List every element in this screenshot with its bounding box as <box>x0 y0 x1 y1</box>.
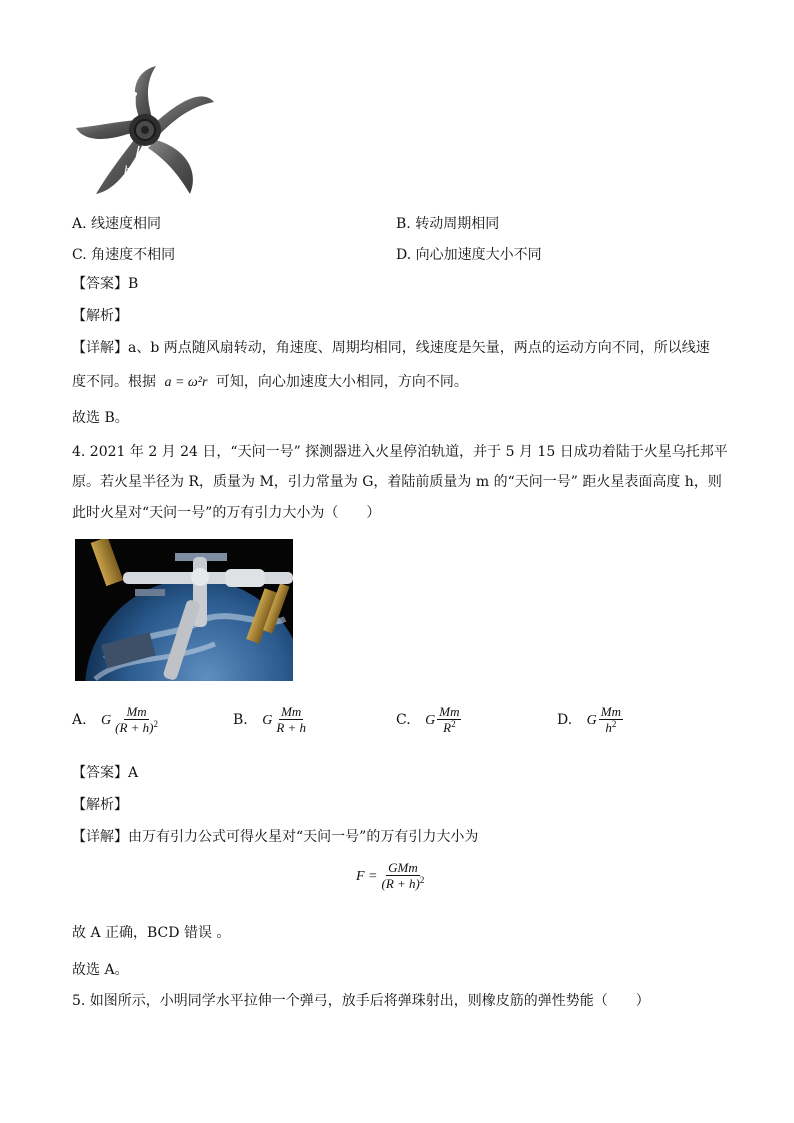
q4-option-d-exp: 2 <box>611 719 617 729</box>
q4-equation-lhs: F = <box>356 869 378 884</box>
q4-option-d-den <box>603 720 618 736</box>
space-station-figure <box>75 539 293 681</box>
q4-conclusion: 故选 A。 <box>72 962 129 978</box>
q4-line3: 此时火星对“天问一号”的万有引力大小为（ ） <box>72 505 381 521</box>
q4-option-b-label: B. <box>233 712 248 728</box>
q3-option-c[interactable]: C. 角速度不相同 <box>72 247 176 263</box>
fan-label-a: a <box>127 78 134 93</box>
q4-equation-den-text: (R + h) <box>381 876 420 891</box>
q4-correct: 故 A 正确，BCD 错误 。 <box>72 925 231 941</box>
q5-line1: 5. 如图所示，小明同学水平拉伸一个弹弓，放手后将弹珠射出，则橡皮筋的弹性势能（ ） <box>72 993 650 1009</box>
q4-option-a-num: Mm <box>126 704 147 719</box>
q4-option-d-g: G <box>586 713 597 728</box>
q3-conclusion: 故选 B。 <box>72 410 129 426</box>
q3-detail-prefix: 【详解】 <box>72 340 128 356</box>
fan-figure <box>72 62 218 200</box>
q4-option-d-num: Mm <box>600 704 621 719</box>
q4-option-a-label: A. <box>72 712 87 728</box>
q4-option-b-g: G <box>262 713 273 728</box>
q4-equation-num: GMm <box>388 860 418 875</box>
q4-equation-den <box>380 876 427 892</box>
q4-option-c-exp: 2 <box>451 719 456 729</box>
space-station-image <box>75 539 293 681</box>
q3-detail-text2-post: 可知，向心加速度大小相同，方向不同。 <box>215 374 468 390</box>
q3-answer: 【答案】B <box>72 276 139 292</box>
q3-analysis: 【解析】 <box>72 308 128 324</box>
q4-equation-fraction <box>380 860 427 892</box>
q4-option-c-den <box>441 720 457 736</box>
q4-option-b-den <box>274 720 308 736</box>
q3-detail-line2 <box>72 372 468 393</box>
q4-option-a[interactable] <box>72 704 160 736</box>
q3-option-b[interactable]: B. 转动周期相同 <box>396 216 500 232</box>
fan-icon <box>72 62 218 200</box>
q4-option-d-label: D. <box>557 712 573 728</box>
q4-option-a-den-text: (R + h) <box>115 720 154 735</box>
q4-option-a-den <box>113 720 160 736</box>
q4-option-b-num: Mm <box>281 704 302 719</box>
q4-equation <box>356 860 426 892</box>
q4-option-c-den-text: R <box>443 720 452 735</box>
q4-option-a-exp: 2 <box>153 719 159 729</box>
q4-option-c-label: C. <box>396 712 411 728</box>
q3-detail-text1: a、b 两点随风扇转动，角速度、周期均相同，线速度是矢量，两点的运动方向不同，所以线速 <box>128 340 710 356</box>
q4-option-c-fraction <box>437 704 461 736</box>
q4-answer: 【答案】A <box>72 765 139 781</box>
q4-option-c-num: Mm <box>439 704 460 719</box>
q4-detail: 【详解】由万有引力公式可得火星对“天问一号”的万有引力大小为 <box>72 829 479 845</box>
q4-option-c-g: G <box>425 713 436 728</box>
q4-option-b-den-text: R + h <box>276 720 307 735</box>
q4-option-a-fraction <box>113 704 160 736</box>
fan-label-b: b <box>124 162 131 177</box>
q4-analysis: 【解析】 <box>72 797 128 813</box>
q3-formula: a = ω²r <box>164 375 208 390</box>
q4-option-a-g: G <box>101 713 112 728</box>
q4-line1: 4. 2021 年 2 月 24 日，“天问一号” 探测器进入火星停泊轨道，并于 5 月 15 日成功着陆于火星乌托邦平 <box>72 444 728 460</box>
q4-option-c[interactable] <box>396 704 461 736</box>
q4-equation-exp: 2 <box>419 875 425 885</box>
q3-detail-line1 <box>72 338 710 358</box>
q4-option-d-den-text: h <box>605 720 612 735</box>
q4-option-d-fraction <box>599 704 623 736</box>
q4-line2: 原。若火星半径为 R，质量为 M，引力常量为 G，着陆前质量为 m 的“天问一号” 距火星表面高度 h，则 <box>72 474 722 490</box>
q4-option-b[interactable] <box>233 704 308 736</box>
q3-detail-text2-pre: 度不同。根据 <box>72 374 156 390</box>
q3-option-a[interactable]: A. 线速度相同 <box>72 216 162 232</box>
q4-option-d[interactable] <box>557 704 623 736</box>
q3-option-d[interactable]: D. 向心加速度大小不同 <box>396 247 542 263</box>
q4-option-b-fraction <box>274 704 308 736</box>
